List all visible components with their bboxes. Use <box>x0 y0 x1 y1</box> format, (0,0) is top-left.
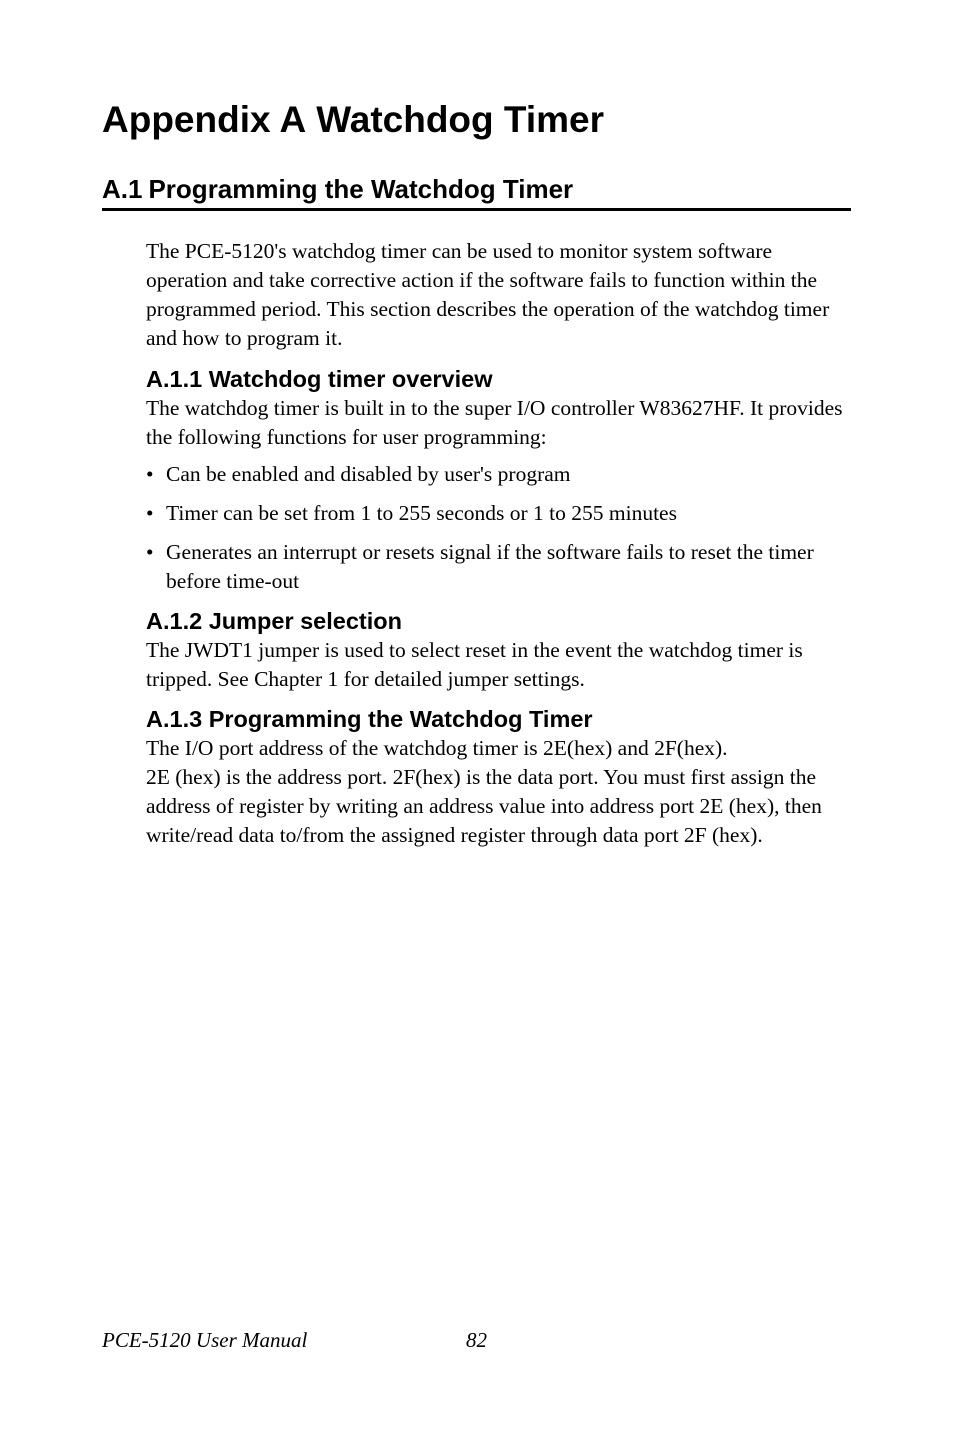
list-item-text: Can be enabled and disabled by user's program <box>166 462 571 486</box>
section-number: A.1 <box>102 174 143 204</box>
bullet-icon: • <box>146 462 154 486</box>
bullet-icon: • <box>146 540 154 564</box>
main-content <box>146 237 852 850</box>
overview-heading: A.1.1 Watchdog timer overview <box>146 366 493 392</box>
programming-paragraph-line2: 2E (hex) is the address port. 2F(hex) is the data port. You must first assign the address of register by writing an address value into address port 2E (hex), then write/read data to/from the assigned register through data port 2F (hex). <box>146 765 822 847</box>
list-item <box>146 460 852 489</box>
list-item <box>146 499 852 528</box>
programming-heading: A.1.3 Programming the Watchdog Timer <box>146 706 593 732</box>
list-item-text: Generates an interrupt or resets signal if the software fails to reset the timer before time-out <box>166 540 814 593</box>
feature-list <box>146 460 852 596</box>
section-heading <box>102 172 851 211</box>
appendix-label: Appendix A <box>102 99 307 140</box>
overview-paragraph: The watchdog timer is built in to the super I/O controller W83627HF. It provides the following functions for user programming: <box>146 396 843 449</box>
jumper-paragraph: The JWDT1 jumper is used to select reset in the event the watchdog timer is tripped. See Chapter 1 for detailed jumper settings. <box>146 638 803 691</box>
page-title <box>102 96 604 144</box>
programming-paragraph-line1: The I/O port address of the watchdog timer is 2E(hex) and 2F(hex). <box>146 736 728 760</box>
list-item <box>146 538 852 596</box>
jumper-heading: A.1.2 Jumper selection <box>146 608 402 634</box>
intro-paragraph: The PCE-5120's watchdog timer can be used to monitor system software operation and take corrective action if the software fails to function within the programmed period. This section describes the operation of the watchdog timer and how to program it. <box>146 239 830 350</box>
section-title: Programming the Watchdog Timer <box>148 174 574 204</box>
list-item-text: Timer can be set from 1 to 255 seconds or 1 to 255 minutes <box>166 501 677 525</box>
footer-page-number: 82 <box>466 1328 487 1352</box>
appendix-title: Watchdog Timer <box>316 99 604 140</box>
footer-manual-title: PCE-5120 User Manual <box>102 1328 308 1352</box>
bullet-icon: • <box>146 501 154 525</box>
